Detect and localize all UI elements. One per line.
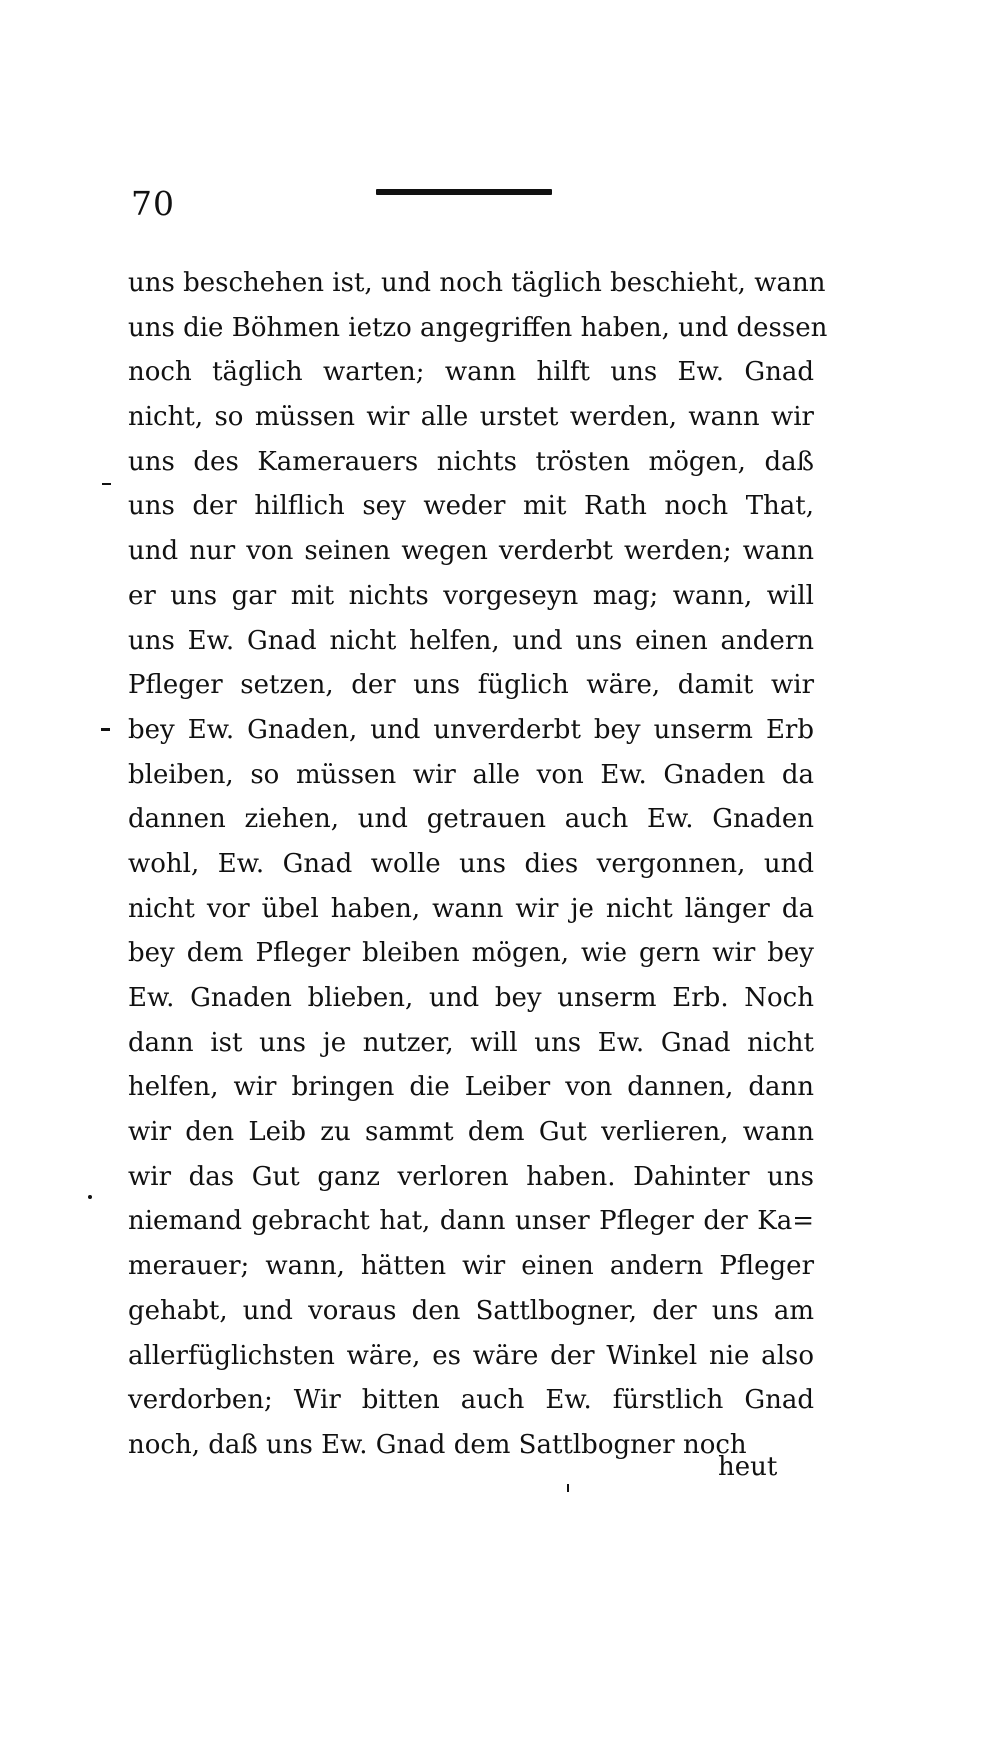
page-number: 70 xyxy=(131,184,175,223)
text-line: und nur von seinen wegen verderbt werden; wann xyxy=(128,536,814,567)
text-line: uns beschehen ist, und noch täglich beschieht, wann xyxy=(128,268,826,298)
text-line: er uns gar mit nichts vorgeseyn mag; wann, will xyxy=(128,580,814,611)
text-line: gehabt, und voraus den Sattlbogner, der uns am xyxy=(128,1295,814,1326)
catchword: heut xyxy=(718,1452,778,1482)
text-line: verdorben; Wir bitten auch Ew. fürstlich Gnad xyxy=(128,1385,814,1416)
text-line: merauer; wann, hätten wir einen andern Pfleger xyxy=(128,1251,814,1282)
text-line: uns der hilflich sey weder mit Rath noch That, xyxy=(128,491,814,522)
text-line: noch täglich warten; wann hilft uns Ew. Gnad xyxy=(128,357,814,388)
text-line: allerfüglichsten wäre, es wäre der Winkel nie also xyxy=(128,1340,814,1371)
text-line: wir das Gut ganz verloren haben. Dahinter uns xyxy=(128,1161,814,1192)
text-line: bleiben, so müssen wir alle von Ew. Gnaden da xyxy=(128,759,814,790)
margin-dash-mark xyxy=(101,728,110,731)
text-line: Pfleger setzen, der uns füglich wäre, damit wir xyxy=(128,670,814,701)
text-line: dann ist uns je nutzer, will uns Ew. Gnad nicht xyxy=(128,1027,814,1058)
text-line: nicht, so müssen wir alle urstet werden, wann wir xyxy=(128,402,814,433)
text-line: uns die Böhmen ietzo angegriffen haben, und dessen xyxy=(128,312,828,343)
text-line: bey dem Pfleger bleiben mögen, wie gern wir bey xyxy=(128,938,814,969)
margin-dot-mark xyxy=(88,1195,92,1199)
text-line: niemand gebracht hat, dann unser Pfleger der Ka= xyxy=(128,1206,814,1237)
header-rule xyxy=(376,189,552,195)
text-line: noch, daß uns Ew. Gnad dem Sattlbogner noch xyxy=(128,1429,747,1460)
text-line: nicht vor übel haben, wann wir je nicht länger da xyxy=(128,893,814,924)
text-line: Ew. Gnaden blieben, und bey unserm Erb. Noch xyxy=(128,983,814,1013)
body-text xyxy=(128,261,828,1468)
text-line: uns des Kamerauers nichts trösten mögen, daß xyxy=(128,446,814,477)
text-line: bey Ew. Gnaden, und unverderbt bey unserm Erb xyxy=(128,714,814,745)
text-line: helfen, wir bringen die Leiber von dannen, dann xyxy=(128,1072,814,1103)
text-line: dannen ziehen, und getrauen auch Ew. Gnaden xyxy=(128,804,814,835)
text-line: uns Ew. Gnad nicht helfen, und uns einen andern xyxy=(128,625,814,656)
margin-dash-mark xyxy=(102,483,111,485)
stray-ink-mark xyxy=(567,1484,569,1492)
text-line: wohl, Ew. Gnad wolle uns dies vergonnen, und xyxy=(128,848,814,879)
text-line: wir den Leib zu sammt dem Gut verlieren, wann xyxy=(128,1117,814,1148)
